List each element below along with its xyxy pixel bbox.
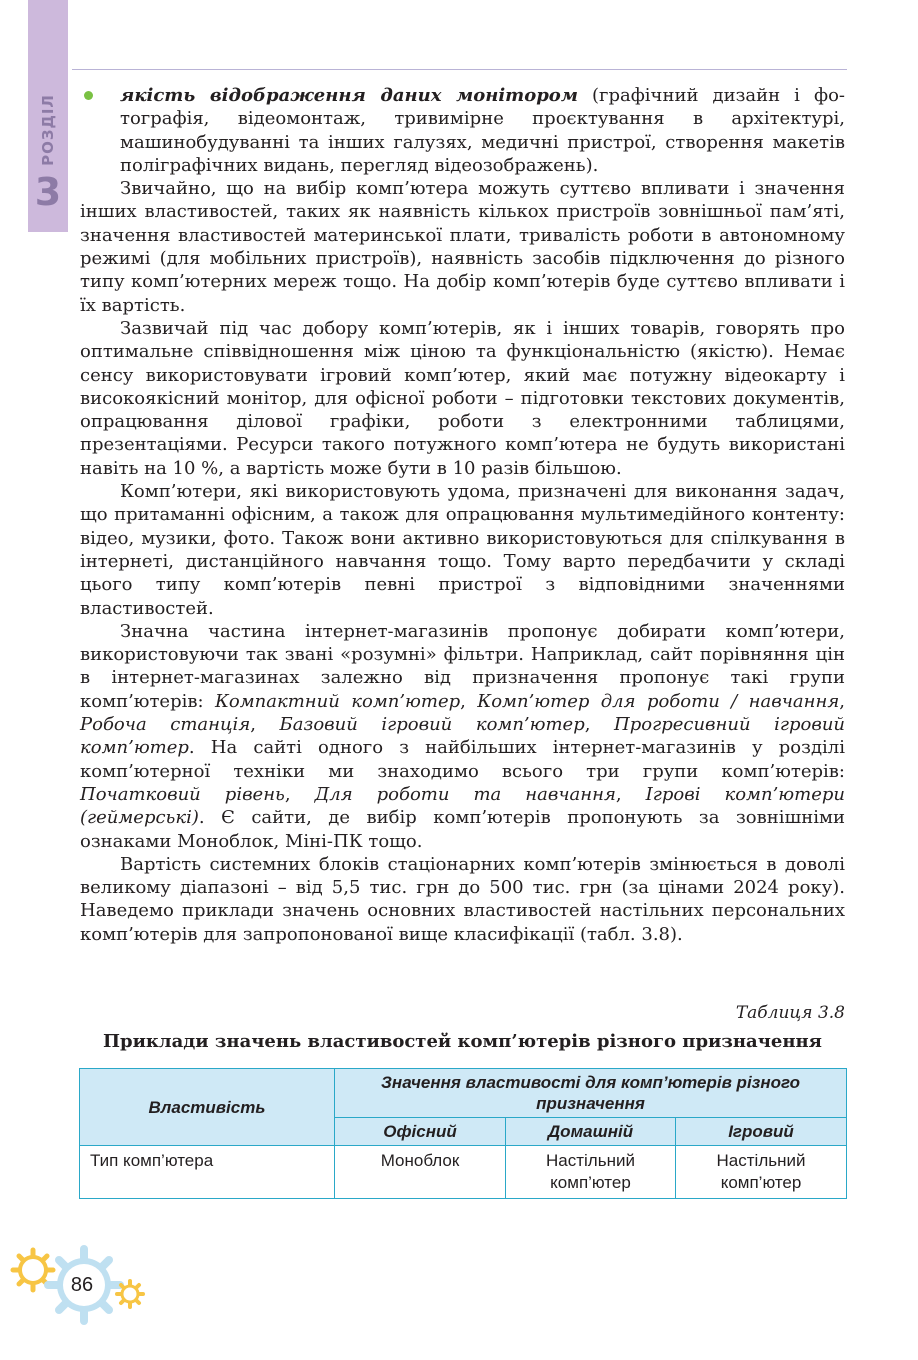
bullet-text: (графічний дизайн і фотографія, відеомонтаж, тривимірне проєктування в архітектурі, машинобудуванні та інших галузях, медичні пристрої, створення макетів поліграфічних видань, перегляд відеозображень).	[120, 85, 845, 176]
cell-home: Настільний комп’ютер	[506, 1146, 676, 1199]
paragraph-5: Вартість системних блоків стаціонарних комп’ютерів змінюється в доволі великому діапазоні – від 5,5 тис. грн до 500 тис. грн (за цінами 2024 року). Наведемо приклади значень основних властивостей настільних персональних комп’ютерів для запропонованої вище класифікації (табл. 3.8).	[80, 853, 845, 945]
header-office: Офісний	[335, 1118, 506, 1146]
table-title: Приклади значень властивостей комп’ютерів різного призначення	[103, 1031, 822, 1052]
header-property: Властивість	[80, 1069, 335, 1146]
cell-property: Тип комп’ютера	[80, 1146, 335, 1199]
p4-italic-4: Базовий ігровий комп’ютер	[279, 714, 585, 736]
p4-italic-5: Прогресивний ігровий комп’ютер	[80, 714, 846, 759]
cell-gaming: Настільний комп’ютер	[676, 1146, 847, 1199]
p4-italic-1: Компактний комп’ютер	[214, 690, 461, 712]
header-gaming: Ігровий	[676, 1118, 847, 1146]
cell-office: Моноблок	[335, 1146, 506, 1199]
bullet-term: якість відображення даних монітором	[120, 85, 578, 106]
paragraph-3: Комп’ютери, які використовують удома, призначені для виконання задач, що притаманні офісним, а також для опрацювання мультимедійного контенту: відео, музики, фото. Також вони активно використовуються для спілкування в інтернеті, дистанційного навчання тощо. Тому варто передбачити у складі цього типу комп’ютерів певні пристрої з відповідними значеннями властивостей.	[80, 481, 845, 619]
small-gear-icon	[117, 1281, 143, 1307]
properties-table	[79, 1068, 847, 1199]
bullet-paragraph	[80, 84, 845, 177]
paragraph-2: Зазвичай під час добору комп’ютерів, як і інших товарів, говорять про оптимальне співвідношення між ціною та функціональністю (якістю). Немає сенсу використовувати ігровий комп’ютер, який має потужну відеокарту і високоякісний монітор, для офісної роботи – підготовки текстових документів, опрацювання ділової графіки, роботи з електронними таблицями, презентаціями. Ресурси такого потужного комп’ютера не будуть використані навіть на 10 %, а вартість може бути в 10 разів більшою.	[80, 317, 845, 479]
p4-comma-3: ,	[250, 714, 280, 736]
p4-comma-4: ,	[584, 714, 615, 736]
p4-text-2: . На сайті одного з найбільших інтернет-магазинів у розділі комп’ютерної техніки ми знаходимо всього три групи комп’ютерів:	[80, 737, 845, 782]
section-word: РОЗДІЛ	[39, 94, 57, 166]
paragraph-4	[80, 620, 845, 853]
paragraph-1: Звичайно, що на вибір комп’ютера можуть суттєво впливати і значення інших властивостей, таких як наявність кількох пристроїв зовнішньої пам’яті, значення властивостей материнської плати, тривалість роботи в автономному режимі (для мобільних пристроїв), наявність засобів підключення до різного типу комп’ютерних мереж тощо. На добір комп’ютерів буде суттєво впливати і їх вартість.	[80, 178, 845, 316]
p4-comma-1: ,	[460, 690, 478, 712]
p4-italic-8: Ігрові комп’ютери (геймерські)	[80, 783, 845, 829]
p4-italic-7: Для роботи та навчання	[314, 783, 616, 805]
p4-comma-5: ,	[284, 783, 315, 805]
p4-text-1: Значна частина інтернет-магазинів пропонує добирати комп’ютери, використовуючи так звані «розумні» фільтри. Наприклад, сайт порівняння цін в інтернет-магазинах залежно від призначення пропонує такі групи комп’ютерів:	[80, 620, 845, 712]
p4-comma-2: ,	[839, 690, 845, 712]
table-caption: Таблиця 3.8	[735, 1003, 845, 1023]
page-number: 86	[70, 1274, 94, 1296]
p4-italic-2: Комп’ютер для роботи / навчання	[477, 690, 840, 712]
header-home: Домашній	[506, 1118, 676, 1146]
table-row	[80, 1146, 847, 1199]
body-text	[80, 84, 845, 946]
top-rule	[72, 69, 847, 70]
section-number: 3	[34, 170, 62, 214]
p4-italic-3: Робоча станція	[80, 714, 251, 736]
p4-comma-6: ,	[615, 783, 646, 805]
table-header-row	[80, 1069, 847, 1118]
section-tab	[28, 0, 68, 232]
bullet-dot-icon	[84, 91, 93, 100]
header-group: Значення властивості для комп’ютерів різного призначення	[335, 1069, 847, 1118]
p4-text-3: . Є сайти, де вибір комп’ютерів пропонують за зовнішніми ознаками Моноблок, Міні-ПК тощо.	[80, 807, 845, 852]
p4-italic-6: Початковий рівень	[80, 783, 285, 805]
